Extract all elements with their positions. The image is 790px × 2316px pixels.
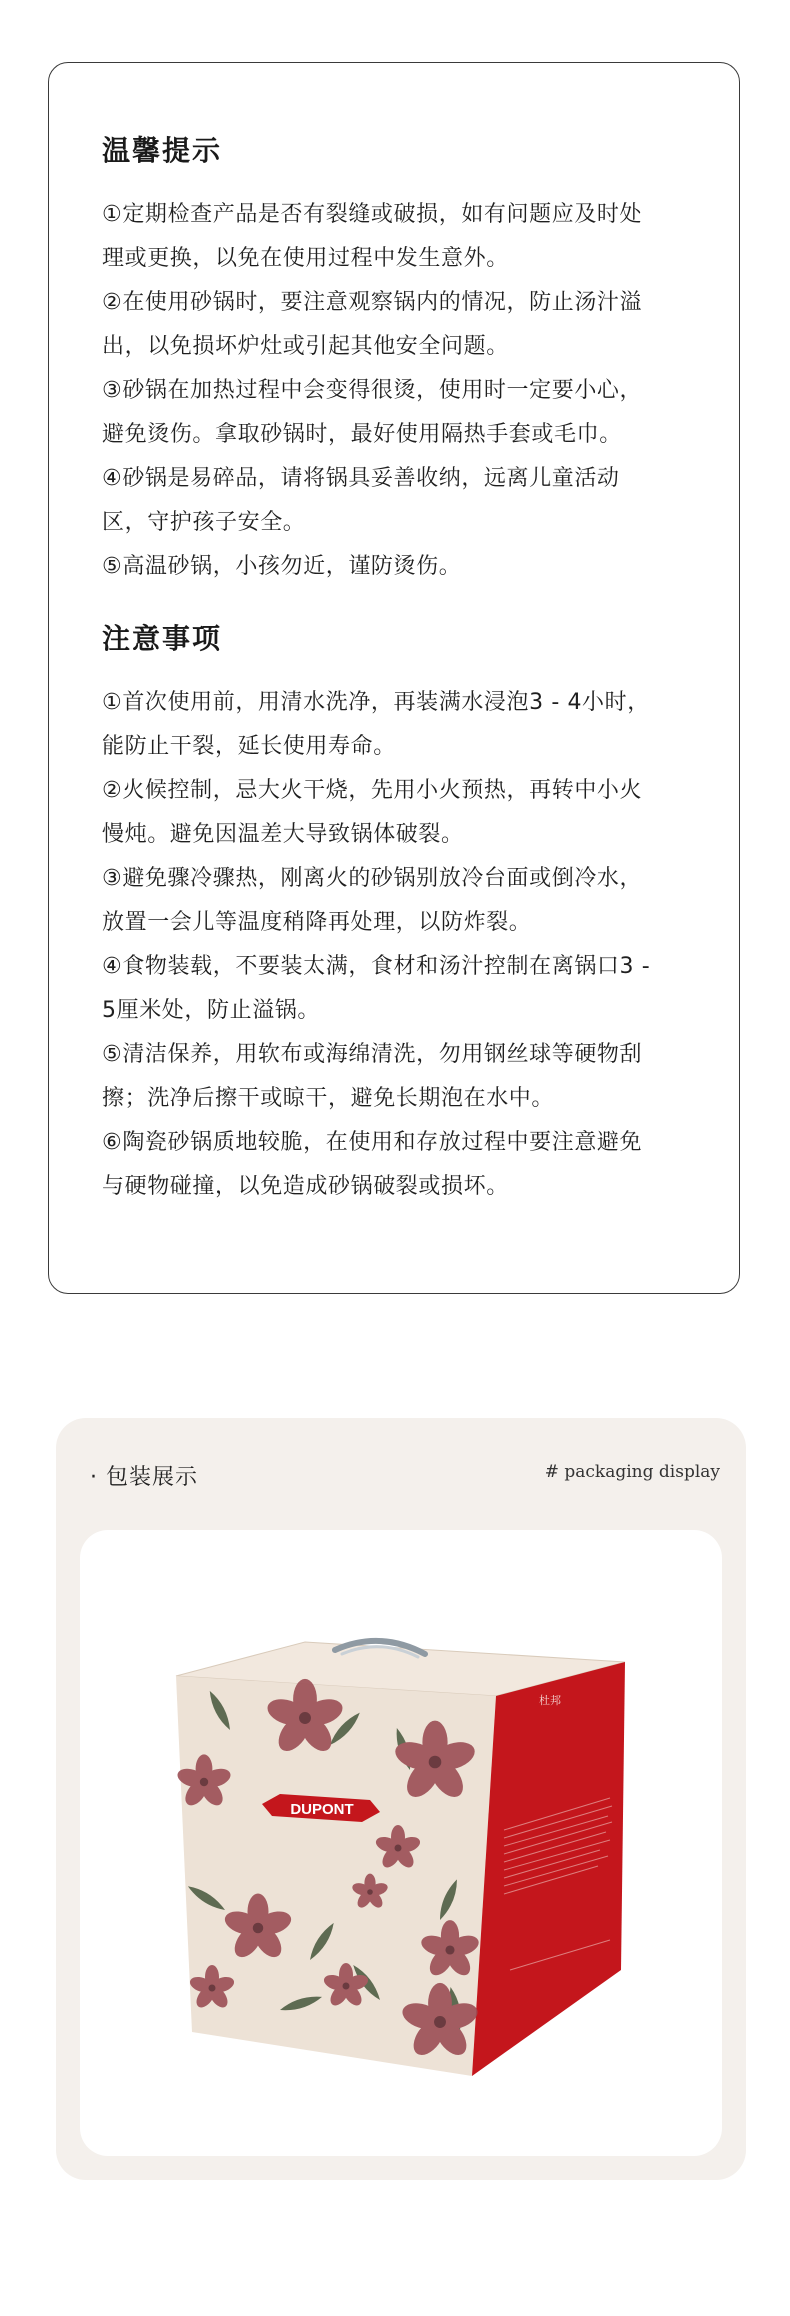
- precautions-line: 能防止干裂，延长使用寿命。: [102, 734, 396, 759]
- precautions-line: 与硬物碰撞，以免造成砂锅破裂或损坏。: [102, 1174, 509, 1199]
- precautions-line: ①首次使用前，用清水洗净，再装满水浸泡3 - 4小时，: [102, 690, 650, 715]
- warm-tips-line: ③砂锅在加热过程中会变得很烫，使用时一定要小心，: [102, 378, 643, 403]
- packaging-image-frame: [80, 1530, 722, 2156]
- warm-tips-line: ①定期检查产品是否有裂缝或破损，如有问题应及时处: [102, 202, 643, 227]
- packaging-title: · 包装展示: [90, 1465, 198, 1490]
- warm-tips-list: [102, 193, 689, 589]
- precautions-line: ⑥陶瓷砂锅质地较脆，在使用和存放过程中要注意避免: [102, 1130, 643, 1155]
- precautions-line: 擦；洗净后擦干或晾干，避免长期泡在水中。: [102, 1086, 555, 1111]
- precautions-line: 慢炖。避免因温差大导致锅体破裂。: [102, 822, 464, 847]
- dupont-logo-text: DUPONT: [290, 1801, 354, 1818]
- warm-tips-title: 温馨提示: [102, 134, 223, 167]
- warm-tips-line: ④砂锅是易碎品，请将锅具妥善收纳，远离儿童活动: [102, 466, 620, 491]
- warm-tips-line: ②在使用砂锅时，要注意观察锅内的情况，防止汤汁溢: [102, 290, 643, 315]
- precautions-line: ④食物装载，不要装太满，食材和汤汁控制在离锅口3 -: [102, 954, 651, 979]
- warm-tips-line: ⑤高温砂锅，小孩勿近，谨防烫伤。: [102, 554, 462, 579]
- side-logo-text: 杜邦: [539, 1694, 561, 1707]
- precautions-line: ②火候控制，忌大火干烧，先用小火预热，再转中小火: [102, 778, 643, 803]
- precautions-list: [102, 681, 689, 1209]
- tips-card: [48, 62, 740, 1294]
- precautions-line: 5厘米处，防止溢锅。: [102, 998, 320, 1023]
- warm-tips-line: 出，以免损坏炉灶或引起其他安全问题。: [102, 334, 509, 359]
- packaging-card: [56, 1418, 746, 2180]
- warm-tips-line: 区，守护孩子安全。: [102, 510, 306, 535]
- precautions-line: ③避免骤冷骤热，刚离火的砂锅别放冷台面或倒冷水，: [102, 866, 643, 891]
- warm-tips-line: 理或更换，以免在使用过程中发生意外。: [102, 246, 509, 271]
- warm-tips-line: 避免烫伤。拿取砂锅时，最好使用隔热手套或毛巾。: [102, 422, 622, 447]
- gift-box-image: [80, 1530, 722, 2156]
- packaging-tag: # packaging display: [544, 1462, 720, 1482]
- precautions-line: ⑤清洁保养，用软布或海绵清洗，勿用钢丝球等硬物刮: [102, 1042, 643, 1067]
- box-side: [472, 1662, 625, 2076]
- precautions-title: 注意事项: [102, 622, 223, 655]
- precautions-line: 放置一会儿等温度稍降再处理，以防炸裂。: [102, 910, 532, 935]
